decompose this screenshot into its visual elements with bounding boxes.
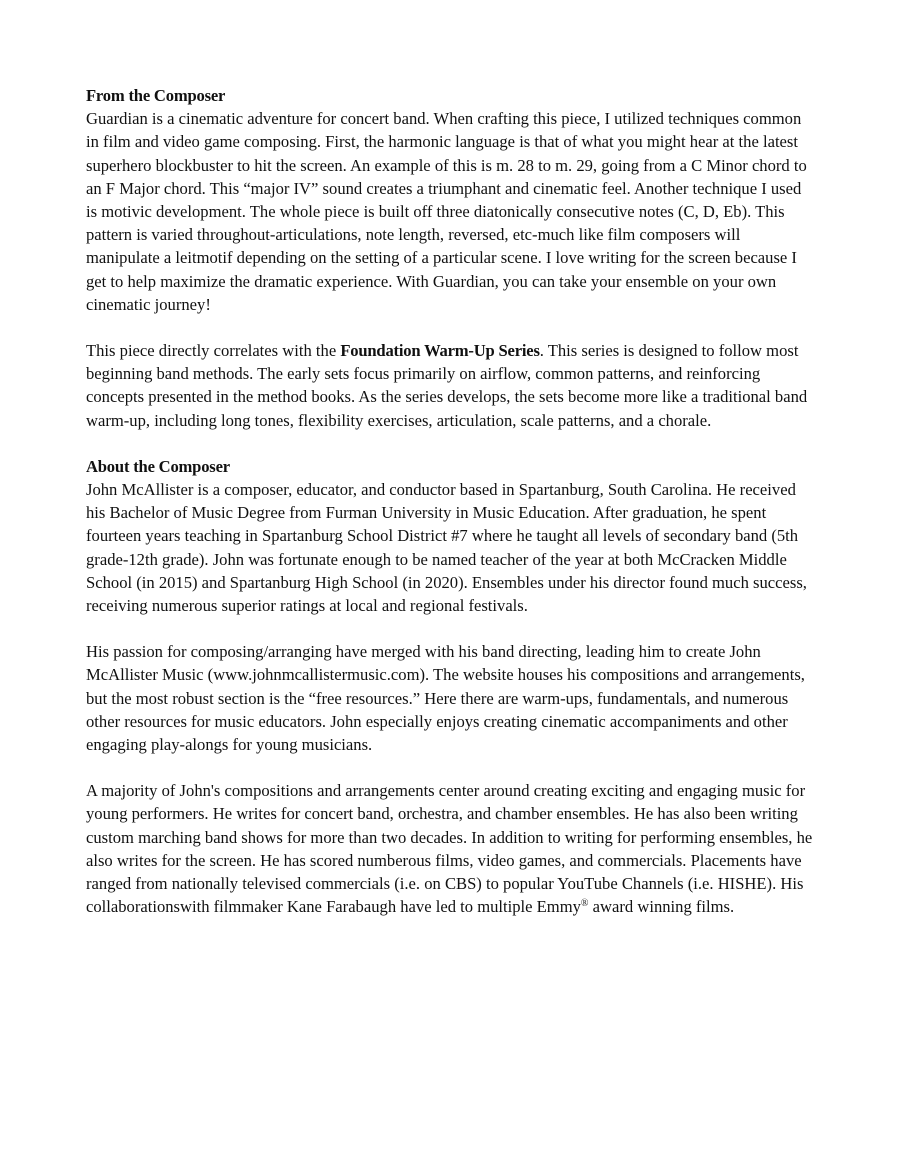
from-composer-paragraph: Guardian is a cinematic adventure for concert band. When crafting this piece, I utilized techniques common in film and video game composing. First, the harmonic language is that of what you might hear at the latest superhero blockbuster to hit the screen. An example of this is m. 28 to m. 29, going from a C Minor chord to an F Major chord. This “major IV” sound creates a triumphant and cinematic feel. Another technique I used is motivic development. The whole piece is built off three diatonically consecutive notes (C, D, Eb). This pattern is varied throughout-articulations, note length, reversed, etc-much like film composers will manipulate a leitmotif depending on the setting of a particular scene. I love writing for the screen because I get to help maximize the dramatic experience. With Guardian, you can take your ensemble on your own cinematic journey! — [86, 109, 807, 314]
paragraph-gap — [86, 316, 814, 339]
p3-text-before: A majority of John's compositions and arrangements center around creating exciting and engaging music for young performers. He writes for concert band, orchestra, and chamber ensembles. He has also been writing custom marching band shows for more than two decades. In addition to writing for performing ensembles, he also writes for the screen. He has scored numberous films, video games, and commercials. Placements have ranged from nationally televised commercials (i.e. on CBS) to popular YouTube Channels (i.e. HISHE). His collaborationswith filmmaker Kane Farabaugh have led to multiple Emmy — [86, 781, 813, 917]
paragraph-gap — [86, 617, 814, 640]
about-composer-paragraph-2: His passion for composing/arranging have merged with his band directing, leading him to create John McAllister Music (www.johnmcallistermusic.com). The website houses his compositions and arrangements, but the most robust section is the “free resources.” Here there are warm-ups, fundamentals, and numerous other resources for music educators. John especially enjoys creating cinematic accompaniments and other engaging play-alongs for young musicians. — [86, 642, 805, 755]
about-composer-paragraph-1: John McAllister is a composer, educator, and conductor based in Spartanburg, South Carolina. He received his Bachelor of Music Degree from Furman University in Music Education. After graduation, he spent fourteen years teaching in Spartanburg School District #7 where he taught all levels of secondary band (5th grade-12th grade). John was fortunate enough to be named teacher of the year at both McCracken Middle School (in 2015) and Spartanburg High School (in 2020). Ensembles under his director found much success, receiving numerous superior ratings at local and regional festivals. — [86, 480, 807, 616]
about-composer-paragraph-3 — [86, 779, 814, 918]
warmup-text-after: . This series is designed to follow most beginning band methods. The early sets focus primarily on airflow, common patterns, and reinforcing concepts presented in the method books. As the series develops, the sets become more like a traditional band warm-up, including long tones, flexibility exercises, articulation, scale patterns, and a chorale. — [86, 341, 808, 430]
warmup-text-before: This piece directly correlates with the — [86, 341, 341, 361]
paragraph-gap — [86, 756, 814, 779]
registered-mark: ® — [580, 898, 589, 910]
from-composer-heading: From the Composer — [86, 86, 226, 105]
warmup-series-name: Foundation Warm-Up Series — [340, 341, 540, 361]
p3-text-after: award winning films. — [588, 897, 735, 917]
about-composer-heading: About the Composer — [86, 456, 230, 476]
warmup-paragraph — [86, 339, 814, 432]
paragraph-gap — [86, 432, 814, 455]
document-page — [86, 84, 814, 919]
